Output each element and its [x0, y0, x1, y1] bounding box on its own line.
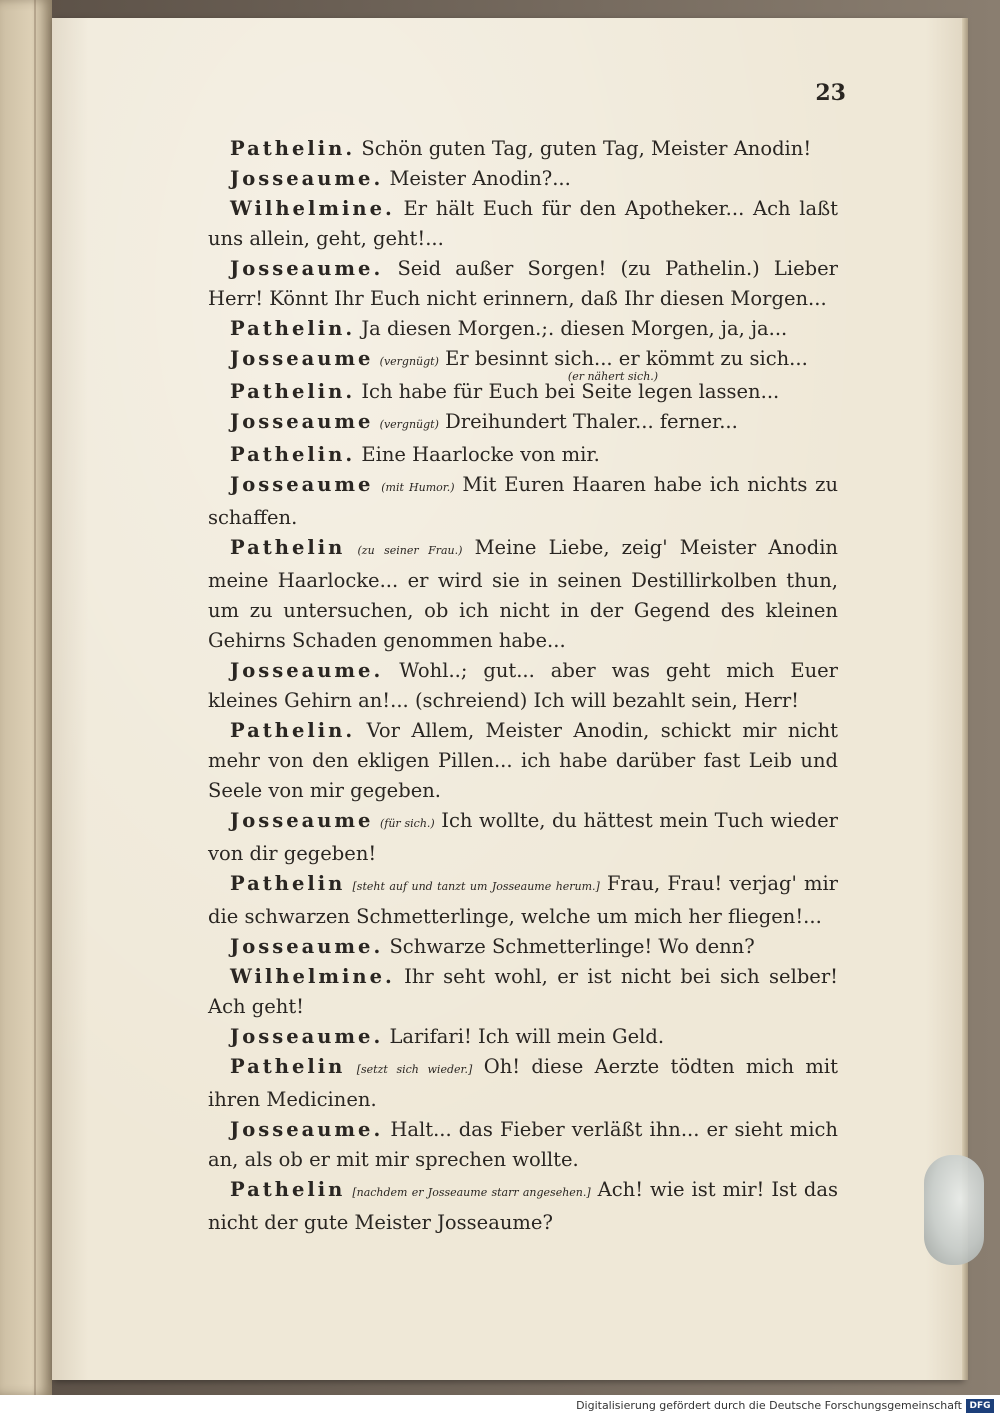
dialogue-line [208, 716, 838, 806]
speaker-name: Pathelin [230, 1178, 346, 1201]
line-text: Schön guten Tag, guten Tag, Meister Anodin! [361, 137, 812, 160]
line-text: Oh! diese Aerzte tödten mich mit ihren Medicinen. [208, 1055, 838, 1111]
speaker-name: Wilhelmine. [230, 965, 395, 988]
footer-bar [0, 1395, 1000, 1418]
speaker-name: Pathelin. [230, 317, 356, 340]
speaker-name: Josseaume. [230, 1118, 384, 1141]
line-text: Meine Liebe, zeig' Meister Anodin meine Haarlocke... er wird sie in seinen Destillirkolben thun, um zu untersuchen, ob ich nicht in der Gegend des kleinen Gehirns Schaden genommen habe... [208, 536, 838, 652]
dialogue-line [208, 932, 838, 962]
dialogue-line [208, 377, 838, 407]
line-text: Vor Allem, Meister Anodin, schickt mir nicht mehr von den ekligen Pillen... ich habe darüber fast Leib und Seele von mir gegeben. [208, 719, 838, 802]
dialogue-line [208, 806, 838, 869]
line-text: Wohl..; gut... aber was geht mich Euer kleines Gehirn an!... (schreiend) Ich will bezahlt sein, Herr! [208, 659, 838, 712]
dialogue-line [208, 1022, 838, 1052]
line-text: Halt... das Fieber verläßt ihn... er sieht mich an, als ob er mit mir sprechen wollte. [208, 1118, 838, 1171]
line-text: Ich habe für Euch bei Seite legen lassen... [361, 380, 780, 403]
dialogue-line [208, 1175, 838, 1238]
stage-direction: (vergnügt) [379, 418, 439, 431]
facing-page-edge [0, 0, 52, 1395]
speaker-name: Pathelin [230, 1055, 346, 1078]
stage-direction: (für sich.) [379, 817, 435, 830]
line-text: Larifari! Ich will mein Geld. [389, 1025, 665, 1048]
speaker-name: Wilhelmine. [230, 197, 395, 220]
stage-direction: (mit Humor.) [381, 481, 455, 494]
speaker-name: Josseaume. [230, 1025, 384, 1048]
line-text: Schwarze Schmetterlinge! Wo denn? [389, 935, 755, 958]
line-text: Dreihundert Thaler... ferner... [445, 410, 738, 433]
page-crease [34, 0, 36, 1395]
dialogue-line [208, 656, 838, 716]
speaker-name: Josseaume. [230, 659, 384, 682]
line-text: Ich wollte, du hättest mein Tuch wieder von dir gegeben! [208, 809, 839, 865]
line-text: Meister Anodin?... [389, 167, 571, 190]
footer-credit: Digitalisierung gefördert durch die Deutsche Forschungsgemeinschaft [576, 1399, 962, 1412]
line-text: Eine Haarlocke von mir. [361, 443, 600, 466]
dialogue-line [208, 254, 838, 314]
speaker-name: Josseaume [230, 410, 374, 433]
dialogue-line [208, 407, 838, 440]
dialogue-line [208, 314, 838, 344]
dialogue-line [208, 440, 838, 470]
speaker-name: Pathelin [230, 872, 346, 895]
speaker-name: Pathelin. [230, 719, 356, 742]
speaker-name: Josseaume [230, 809, 374, 832]
speaker-name: Josseaume. [230, 935, 384, 958]
dialogue-line [208, 344, 838, 377]
line-text: Mit Euren Haaren habe ich nichts zu schaffen. [208, 473, 839, 529]
dialogue-line [208, 134, 838, 164]
dfg-logo: DFG [966, 1399, 994, 1413]
speaker-name: Pathelin. [230, 137, 356, 160]
dialogue-line [208, 869, 838, 932]
stage-direction: (er nähert sich.) [567, 370, 659, 383]
scanner-thumb [924, 1155, 984, 1265]
speaker-name: Pathelin. [230, 443, 356, 466]
stage-direction: [setzt sich wieder.] [356, 1063, 473, 1076]
stage-direction: [steht auf und tanzt um Josseaume herum.] [352, 880, 600, 893]
speaker-name: Josseaume [230, 473, 374, 496]
dialogue-line [208, 194, 838, 254]
line-text: Er besinnt sich... er kömmt zu sich... [445, 347, 808, 370]
dialogue-line [208, 470, 838, 533]
line-text: Ihr seht wohl, er ist nicht bei sich selber! Ach geht! [208, 965, 839, 1018]
speaker-name: Pathelin [230, 536, 346, 559]
speaker-name: Pathelin. [230, 380, 356, 403]
line-text: Er hält Euch für den Apotheker... Ach laßt uns allein, geht, geht!... [208, 197, 839, 250]
dialogue-line [208, 533, 838, 656]
stage-direction: (zu seiner Frau.) [357, 544, 463, 557]
dialogue-line [208, 962, 838, 1022]
dialogue-line [208, 1052, 838, 1115]
stage-direction: [nachdem er Josseaume starr angesehen.] [352, 1186, 591, 1199]
play-text [208, 134, 838, 1238]
dialogue-line [208, 164, 838, 194]
page-number: 23 [815, 80, 846, 106]
line-text: Frau, Frau! verjag' mir die schwarzen Schmetterlinge, welche um mich her fliegen!... [208, 872, 839, 928]
speaker-name: Josseaume. [230, 257, 384, 280]
line-text: Ja diesen Morgen.;. diesen Morgen, ja, ja... [361, 317, 788, 340]
stage-direction: (vergnügt) [379, 355, 439, 368]
line-text: Seid außer Sorgen! (zu Pathelin.) Lieber Herr! Könnt Ihr Euch nicht erinnern, daß Ihr diesen Morgen... [208, 257, 838, 310]
speaker-name: Josseaume. [230, 167, 384, 190]
line-text: Ach! wie ist mir! Ist das nicht der gute Meister Josseaume? [208, 1178, 838, 1234]
dialogue-line [208, 1115, 838, 1175]
speaker-name: Josseaume [230, 347, 374, 370]
